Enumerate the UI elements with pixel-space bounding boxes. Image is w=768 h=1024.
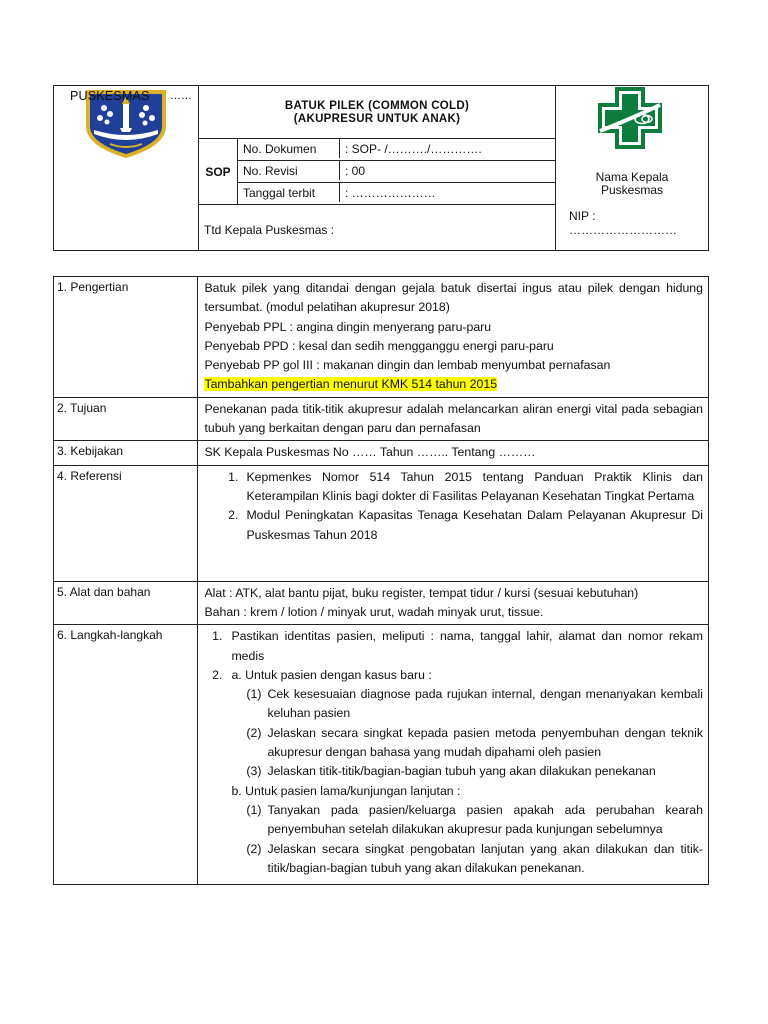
nip-label: NIP : <box>569 209 596 223</box>
referensi-num: 2. <box>228 508 239 523</box>
referensi-text: Modul Peningkatan Kapasitas Tenaga Kesehatan Dalam Pelayanan Akupresur Di Puskesmas Tahun 2018 <box>246 508 703 542</box>
right-logo-cell <box>556 86 709 251</box>
substep-item <box>204 801 703 840</box>
label-pengertian: 1. Pengertian <box>54 277 198 398</box>
substep-num: (1) <box>246 802 262 817</box>
step-1-num: 1. <box>212 629 223 644</box>
kepala-line-2: Puskesmas <box>600 183 664 197</box>
substep-text: Jelaskan secara singkat pengobatan lanjutan yang akan dilakukan dan titik-titik/bagian-bagian tubuh yang akan dilakukan penekanan. <box>267 841 703 875</box>
row-tujuan <box>54 397 709 441</box>
label-referensi: 4. Referensi <box>54 465 198 581</box>
puskesmas-dots: …… <box>170 90 192 102</box>
sop-label: SOP <box>199 139 238 205</box>
referensi-text: Kepmenkes Nomor 514 Tahun 2015 tentang Panduan Praktik Klinis dan Keterampilan Klinis bagi dokter di Fasilitas Pelayanan Kesehatan Tingkat Pertama <box>246 469 703 503</box>
title-line-2: (AKUPRESUR UNTUK ANAK) <box>293 113 461 125</box>
nip-block <box>569 209 677 237</box>
no-dokumen-value: : SOP- /………./…………. <box>345 142 482 156</box>
alat-line: Alat : ATK, alat bantu pijat, buku register, tempat tidur / kursi (sesuai kebutuhan) <box>204 585 639 600</box>
substep-num: (2) <box>246 725 262 740</box>
nip-value: ……………………… <box>569 223 677 237</box>
sop-header-table <box>53 85 709 251</box>
row-referensi <box>54 465 709 581</box>
row-pengertian <box>54 277 709 398</box>
no-dokumen-label: No. Dokumen <box>238 139 340 158</box>
label-tujuan: 2. Tujuan <box>54 397 198 441</box>
nama-kepala-puskesmas <box>556 171 708 197</box>
no-dokumen-row <box>238 139 556 161</box>
row-alat-bahan <box>54 581 709 625</box>
step-1-text: Pastikan identitas pasien, meliputi : nama, tanggal lahir, alamat dan nomor rekam medis <box>231 629 703 663</box>
substep-item <box>204 724 703 763</box>
label-kebijakan: 3. Kebijakan <box>54 441 198 465</box>
pengertian-line-3: Penyebab PPD : kesal dan sedih mengganggu energi paru-paru <box>204 338 554 353</box>
step-2-num: 2. <box>212 667 223 682</box>
content-referensi <box>198 465 709 581</box>
substep-num: (2) <box>246 841 262 856</box>
document-title <box>199 86 556 139</box>
bahan-line: Bahan : krem / lotion / minyak urut, wadah minyak urut, tissue. <box>204 604 544 619</box>
pengertian-line-2: Penyebab PPL : angina dingin menyerang paru-paru <box>204 319 492 334</box>
referensi-item <box>204 506 703 545</box>
referensi-item <box>204 468 703 507</box>
puskesmas-label: PUSKESMAS <box>70 89 150 103</box>
tanggal-terbit-label: Tanggal terbit <box>238 183 340 202</box>
substep-item <box>204 840 703 879</box>
label-langkah: 6. Langkah-langkah <box>54 625 198 885</box>
pengertian-line-1: Batuk pilek yang ditandai dengan gejala batuk disertai ingus atau pilek dengan hidung tersumbat. (modul pelatihan akupresur 2018) <box>204 281 703 315</box>
substep-num: (3) <box>246 764 262 779</box>
substep-num: (1) <box>246 687 262 702</box>
content-langkah <box>198 625 709 885</box>
langkah-step-2 <box>204 666 703 685</box>
content-tujuan: Penekanan pada titik-titik akupresur adalah melancarkan aliran energi vital pada sebagian tubuh yang berkaitan dengan paru dan pernafasan <box>198 397 709 441</box>
tanggal-terbit-value: : ………………… <box>345 186 436 200</box>
referensi-num: 1. <box>228 469 239 484</box>
sop-content-table <box>53 276 709 885</box>
no-revisi-label: No. Revisi <box>238 161 340 180</box>
title-line-1: BATUK PILEK (COMMON COLD) <box>284 100 470 112</box>
step-2a-text: a. Untuk pasien dengan kasus baru : <box>231 667 432 682</box>
content-pengertian <box>198 277 709 398</box>
ttd-kepala-puskesmas: Ttd Kepala Puskesmas : <box>199 205 556 251</box>
step-2b-text: b. Untuk pasien lama/kunjungan lanjutan : <box>231 783 461 798</box>
langkah-step-1 <box>204 627 703 666</box>
substep-text: Jelaskan secara singkat kepada pasien metoda penyembuhan dengan teknik akupresur dengan bahasa yang mudah dipahami oleh pasien <box>267 725 703 760</box>
content-alat-bahan <box>198 581 709 625</box>
kepala-line-1: Nama Kepala <box>595 170 669 184</box>
substep-item <box>204 762 703 781</box>
left-logo-cell <box>54 86 199 251</box>
row-langkah <box>54 625 709 885</box>
no-revisi-row <box>238 161 556 183</box>
row-kebijakan <box>54 441 709 465</box>
content-kebijakan: SK Kepala Puskesmas No …… Tahun …….. Tentang ……… <box>198 441 709 465</box>
substep-item <box>204 685 703 724</box>
pengertian-line-4: Penyebab PP gol III : makanan dingin dan lembab menyumbat pernafasan <box>204 358 611 373</box>
no-revisi-value: : 00 <box>345 164 366 178</box>
substep-text: Cek kesesuaian diagnose pada rujukan internal, dengan menanyakan kembali keluhan pasien <box>267 687 703 721</box>
label-alat-bahan: 5. Alat dan bahan <box>54 581 198 625</box>
substep-text: Tanyakan pada pasien/keluarga pasien apakah ada perubahan kearah penyembuhan setelah dilakukan akupresur pada kunjungan sebelumnya <box>267 802 703 837</box>
tanggal-terbit-row <box>238 183 556 205</box>
puskesmas-green-cross-icon <box>592 87 668 149</box>
pengertian-highlight: Tambahkan pengertian menurut KMK 514 tahun 2015 <box>204 377 498 392</box>
substep-text: Jelaskan titik-titik/bagian-bagian tubuh yang akan dilakukan penekanan <box>267 764 656 779</box>
